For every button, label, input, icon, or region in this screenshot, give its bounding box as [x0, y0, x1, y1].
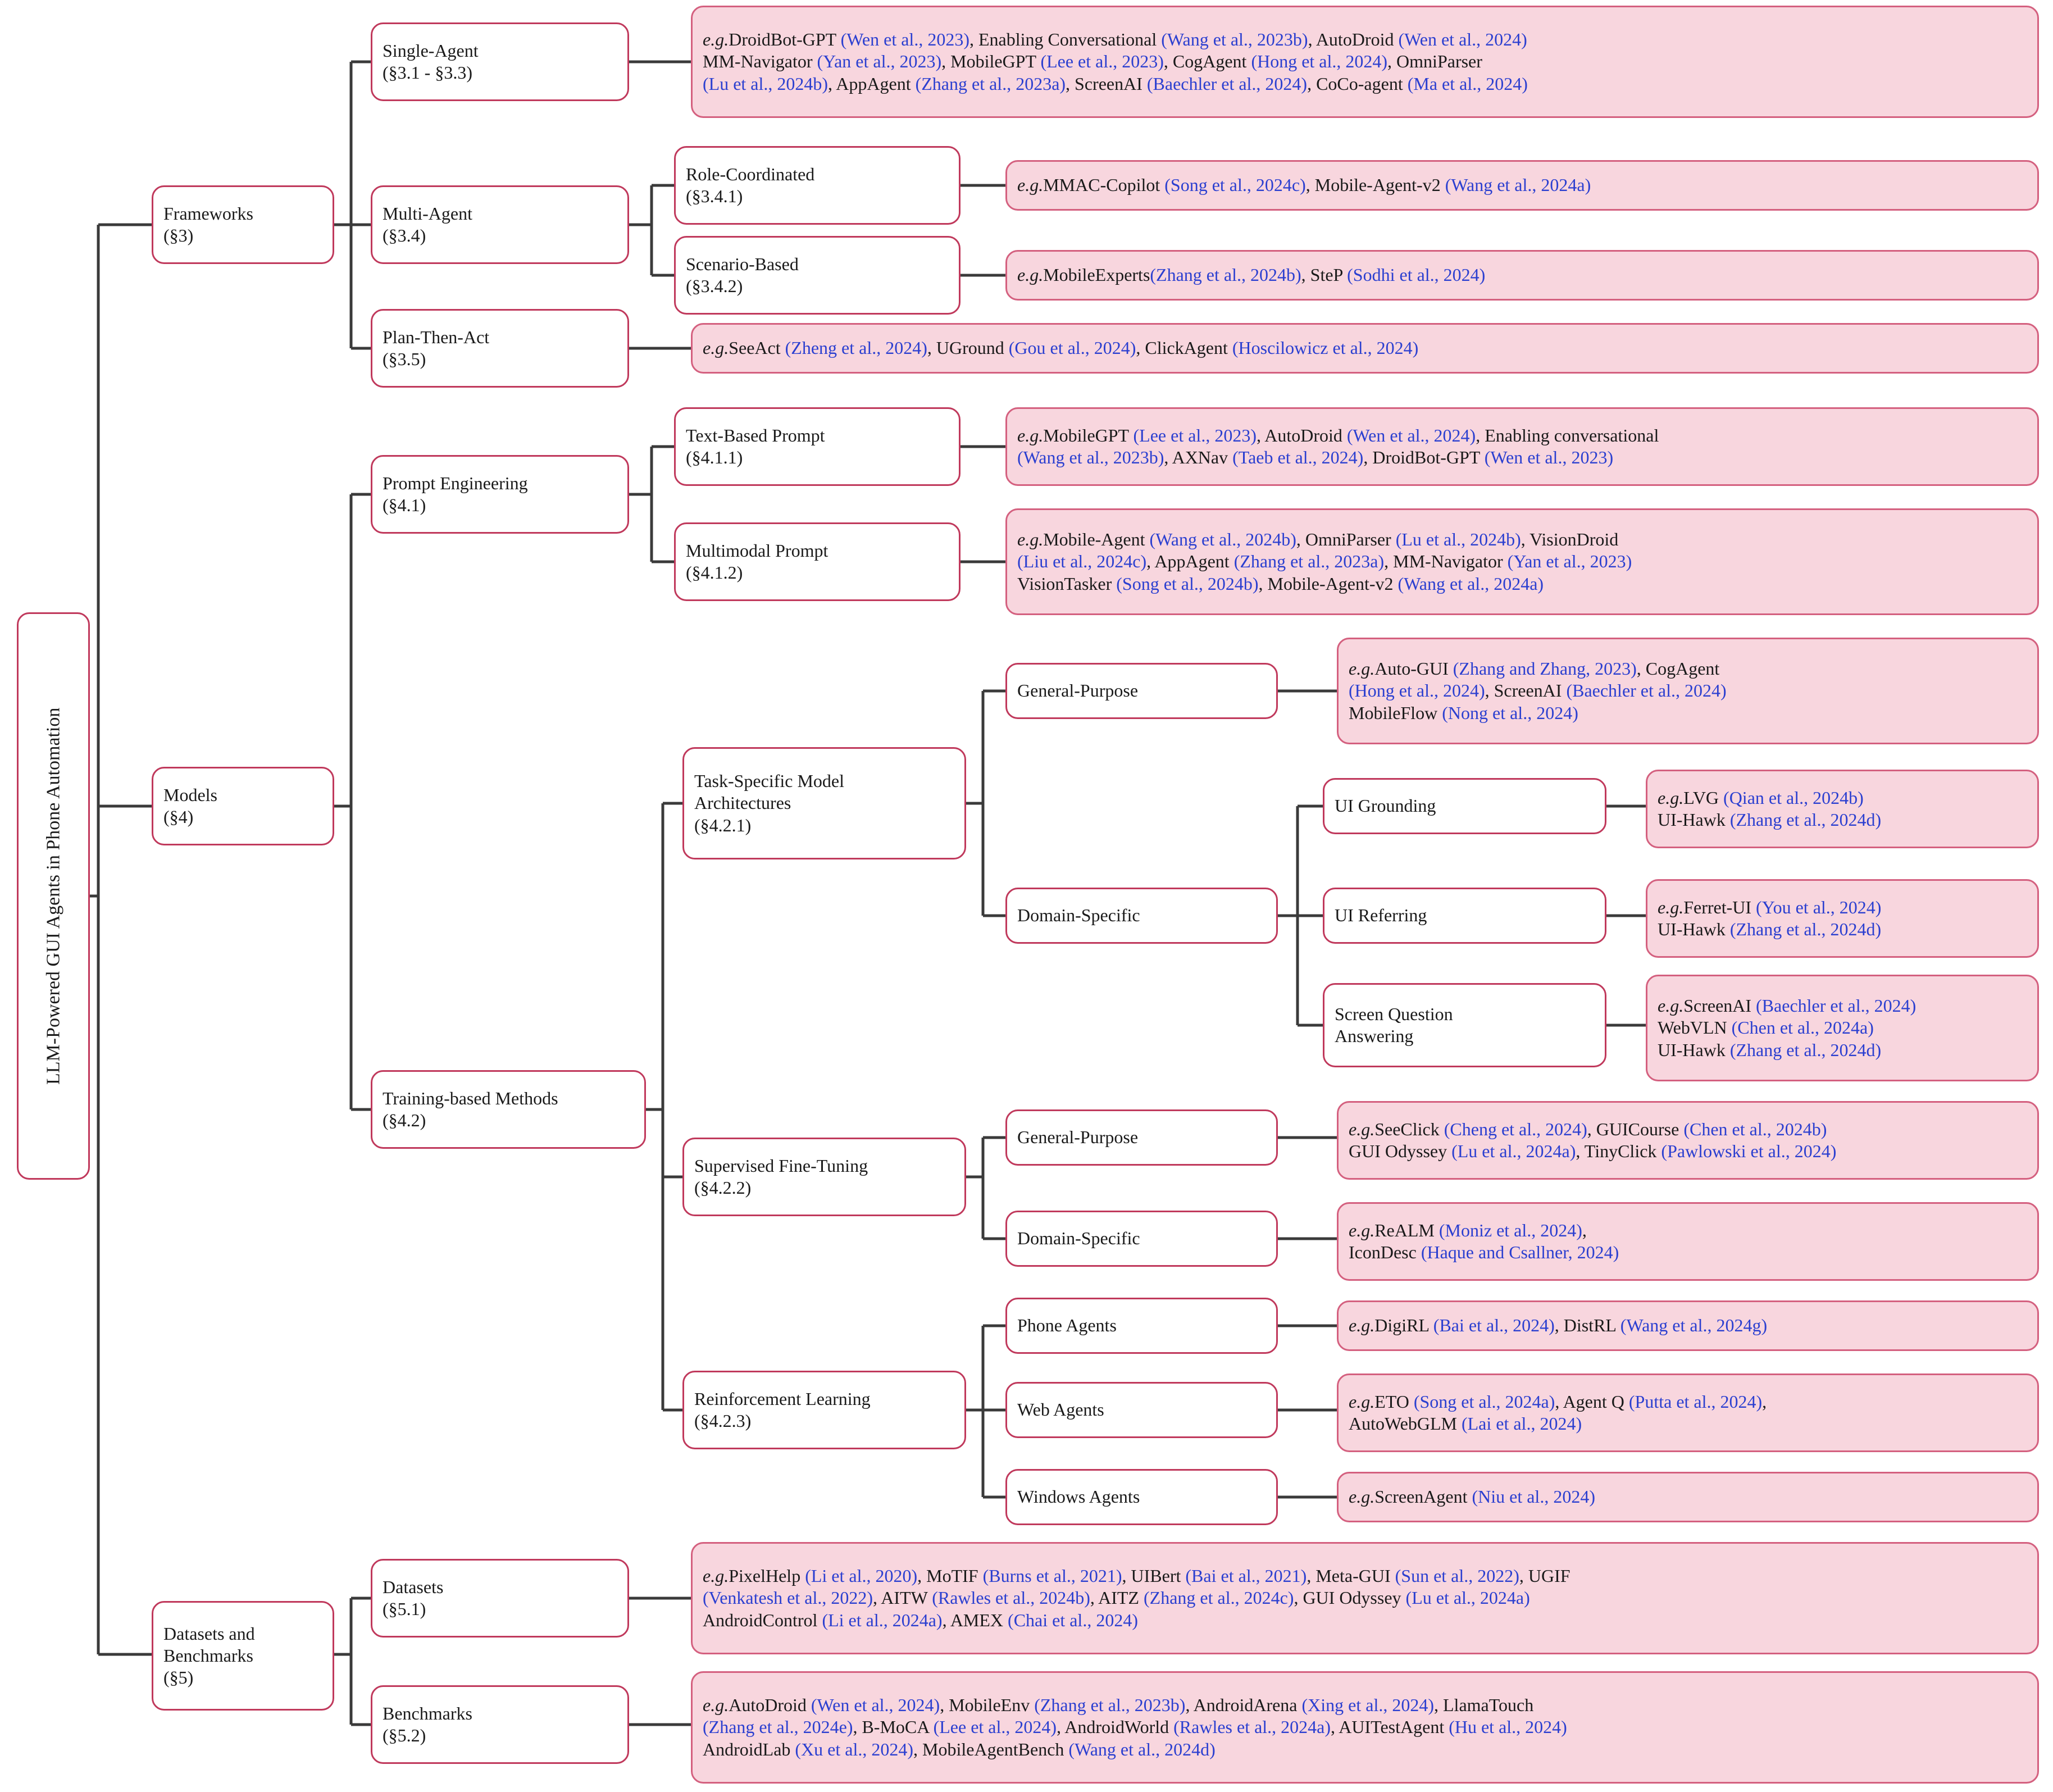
- category-domain-specific-sft[interactable]: [1005, 1211, 1278, 1267]
- category-task-specific-label-1: Task-Specific Model: [694, 771, 845, 792]
- leaf-web-agents-examples-text: e.g.ETO (Song et al., 2024a), Agent Q (Putta et al., 2024), AutoWebGLM (Lai et al., 2024): [1349, 1391, 1767, 1434]
- leaf-role-coordinated-examples: [1005, 160, 2039, 211]
- branch-models-label: Models: [163, 784, 217, 805]
- category-benchmarks-section: (§5.2): [383, 1725, 426, 1745]
- leaf-phone-agents-examples: [1337, 1300, 2039, 1351]
- leaf-multimodal-prompt-examples: [1005, 508, 2039, 615]
- category-general-purpose-sft[interactable]: [1005, 1109, 1278, 1166]
- category-scenario-based[interactable]: [674, 236, 961, 315]
- category-web-agents[interactable]: [1005, 1382, 1278, 1438]
- leaf-single-agent-examples: [691, 6, 2039, 118]
- category-ui-referring-label: UI Referring: [1335, 905, 1427, 926]
- category-domain-specific-architectures[interactable]: [1005, 888, 1278, 944]
- category-plan-then-act-label: Plan-Then-Act: [383, 326, 490, 347]
- leaf-multimodal-prompt-examples-text: e.g.Mobile-Agent (Wang et al., 2024b), OmniParser (Lu et al., 2024b), VisionDroid (Liu et al., 2024c), AppAgent (Zhang et al., 2023a), MM-Navigator (Yan et al., 2023) VisionTasker (Song et al., 2024b), Mobile-Agent-v2 (Wang et al., 2024a): [1017, 529, 1632, 594]
- category-phone-agents[interactable]: [1005, 1298, 1278, 1354]
- branch-frameworks[interactable]: [152, 185, 334, 264]
- category-screen-question-answering[interactable]: [1323, 983, 1606, 1067]
- branch-datasets-benchmarks-label-1: Datasets and: [163, 1623, 255, 1644]
- leaf-general-purpose-sft-examples: [1337, 1101, 2039, 1180]
- category-ui-referring[interactable]: [1323, 888, 1606, 944]
- branch-datasets-benchmarks-section: (§5): [163, 1667, 194, 1688]
- leaf-general-purpose-architectures-examples: [1337, 638, 2039, 744]
- leaf-text-based-prompt-examples-text: e.g.MobileGPT (Lee et al., 2023), AutoDroid (Wen et al., 2024), Enabling conversational (Wang et al., 2023b), AXNav (Taeb et al., 2024), DroidBot-GPT (Wen et al., 2023): [1017, 425, 1659, 467]
- category-training-based-methods-label: Training-based Methods: [383, 1088, 558, 1108]
- leaf-ui-referring-examples: [1646, 879, 2039, 958]
- leaf-general-purpose-2-examples-text: e.g.SeeClick (Cheng et al., 2024), GUICourse (Chen et al., 2024b) GUI Odyssey (Lu et al., 2024a), TinyClick (Pawlowski et al., 2024): [1349, 1118, 1837, 1161]
- category-prompt-engineering-section: (§4.1): [383, 495, 426, 515]
- leaf-windows-agents-examples: [1337, 1472, 2039, 1522]
- category-role-coordinated[interactable]: [674, 146, 961, 225]
- category-windows-agents[interactable]: [1005, 1469, 1278, 1525]
- category-domain-specific-1-label: Domain-Specific: [1017, 905, 1140, 926]
- leaf-datasets-examples: [691, 1542, 2039, 1654]
- leaf-domain-specific-2-examples-text: e.g.ReALM (Moniz et al., 2024), IconDesc (Haque and Csallner, 2024): [1349, 1220, 1619, 1262]
- leaf-screen-qa-examples-text: e.g.ScreenAI (Baechler et al., 2024) WebVLN (Chen et al., 2024a) UI-Hawk (Zhang et al., 2024d): [1658, 995, 1917, 1060]
- branch-models[interactable]: [152, 767, 334, 845]
- category-general-purpose-2-label: General-Purpose: [1017, 1127, 1139, 1148]
- category-general-purpose-1-label: General-Purpose: [1017, 680, 1139, 701]
- category-role-coordinated-label: Role-Coordinated: [686, 163, 815, 184]
- root-node: [17, 612, 90, 1180]
- leaf-ui-referring-examples-text: e.g.Ferret-UI (You et al., 2024) UI-Hawk (Zhang et al., 2024d): [1658, 897, 1882, 939]
- category-multi-agent-section: (§3.4): [383, 225, 426, 245]
- category-supervised-fine-tuning[interactable]: [682, 1138, 966, 1216]
- category-prompt-engineering[interactable]: [371, 455, 629, 534]
- category-plan-then-act[interactable]: [371, 309, 629, 388]
- category-multi-agent[interactable]: [371, 185, 629, 264]
- category-sft-label: Supervised Fine-Tuning: [694, 1155, 868, 1176]
- branch-frameworks-label: Frameworks: [163, 203, 253, 224]
- category-task-specific-section: (§4.2.1): [694, 815, 752, 835]
- category-training-based-methods-section: (§4.2): [383, 1110, 426, 1130]
- root-label: LLM-Powered GUI Agents in Phone Automation: [43, 707, 64, 1085]
- category-reinforcement-learning[interactable]: [682, 1371, 966, 1449]
- category-role-coordinated-section: (§3.4.1): [686, 186, 743, 206]
- leaf-phone-agents-examples-text: e.g.DigiRL (Bai et al., 2024), DistRL (Wang et al., 2024g): [1349, 1315, 1768, 1336]
- category-web-agents-label: Web Agents: [1017, 1399, 1104, 1420]
- leaf-plan-then-act-examples-text: e.g.SeeAct (Zheng et al., 2024), UGround (Gou et al., 2024), ClickAgent (Hoscilowicz et al., 2024): [703, 338, 1419, 358]
- category-multimodal-prompt[interactable]: [674, 522, 961, 601]
- category-sft-section: (§4.2.2): [694, 1177, 752, 1198]
- category-scenario-based-section: (§3.4.2): [686, 276, 743, 296]
- leaf-ui-grounding-examples: [1646, 770, 2039, 848]
- branch-frameworks-section: (§3): [163, 225, 194, 245]
- leaf-role-coordinated-examples-text: e.g.MMAC-Copilot (Song et al., 2024c), Mobile-Agent-v2 (Wang et al., 2024a): [1017, 175, 1591, 195]
- leaf-ui-grounding-examples-text: e.g.LVG (Qian et al., 2024b) UI-Hawk (Zhang et al., 2024d): [1658, 787, 1882, 830]
- category-rl-section: (§4.2.3): [694, 1411, 752, 1431]
- leaf-scenario-based-examples: [1005, 250, 2039, 301]
- leaf-benchmarks-examples: [691, 1671, 2039, 1784]
- leaf-plan-then-act-examples: [691, 323, 2039, 374]
- branch-datasets-benchmarks-label-2: Benchmarks: [163, 1645, 253, 1666]
- category-single-agent-label: Single-Agent: [383, 40, 479, 61]
- category-multi-agent-label: Multi-Agent: [383, 203, 472, 224]
- category-screen-qa-label-2: Answering: [1335, 1026, 1414, 1046]
- category-multimodal-prompt-section: (§4.1.2): [686, 562, 743, 583]
- branch-datasets-benchmarks[interactable]: [152, 1601, 334, 1711]
- category-ui-grounding-label: UI Grounding: [1335, 795, 1436, 816]
- leaf-scenario-based-examples-text: e.g.MobileExperts(Zhang et al., 2024b), SteP (Sodhi et al., 2024): [1017, 265, 1486, 285]
- leaf-general-purpose-1-examples-text: e.g.Auto-GUI (Zhang and Zhang, 2023), CogAgent (Hong et al., 2024), ScreenAI (Baechler et al., 2024) MobileFlow (Nong et al., 2024): [1349, 658, 1727, 723]
- leaf-screen-question-answering-examples: [1646, 975, 2039, 1081]
- category-datasets-section: (§5.1): [383, 1599, 426, 1619]
- category-single-agent[interactable]: [371, 22, 629, 101]
- category-benchmarks-label: Benchmarks: [383, 1703, 472, 1723]
- category-datasets-label: Datasets: [383, 1576, 444, 1597]
- category-phone-agents-label: Phone Agents: [1017, 1315, 1117, 1336]
- category-rl-label: Reinforcement Learning: [694, 1388, 871, 1409]
- category-datasets[interactable]: [371, 1559, 629, 1638]
- category-domain-specific-2-label: Domain-Specific: [1017, 1228, 1140, 1249]
- category-text-based-prompt-label: Text-Based Prompt: [686, 425, 825, 445]
- category-prompt-engineering-label: Prompt Engineering: [383, 472, 528, 493]
- category-windows-agents-label: Windows Agents: [1017, 1486, 1140, 1507]
- leaf-datasets-examples-text: e.g.PixelHelp (Li et al., 2020), MoTIF (Burns et al., 2021), UIBert (Bai et al., 2021), Meta-GUI (Sun et al., 2022), UGIF (Venkatesh et al., 2022), AITW (Rawles et al., 2024b), AITZ (Zhang et al., 2024c), GUI Odyssey (Lu et al., 2024a) AndroidControl (Li et al., 2024a), AMEX (Chai et al., 2024): [703, 1566, 1571, 1630]
- category-task-specific-label-2: Architectures: [694, 793, 791, 813]
- category-text-based-prompt-section: (§4.1.1): [686, 447, 743, 467]
- category-training-based-methods[interactable]: [371, 1070, 646, 1149]
- leaf-windows-agents-examples-text: e.g.ScreenAgent (Niu et al., 2024): [1349, 1486, 1595, 1507]
- leaf-benchmarks-examples-text: e.g.AutoDroid (Wen et al., 2024), MobileEnv (Zhang et al., 2023b), AndroidArena (Xing et al., 2024), LlamaTouch (Zhang et al., 2024e), B-MoCA (Lee et al., 2024), AndroidWorld (Rawles et al., 2024a), AUITestAgent (Hu et al., 2024) AndroidLab (Xu et al., 2024), MobileAgentBench (Wang et al., 2024d): [703, 1695, 1567, 1759]
- category-text-based-prompt[interactable]: [674, 407, 961, 486]
- category-screen-qa-label-1: Screen Question: [1335, 1003, 1453, 1024]
- category-multimodal-prompt-label: Multimodal Prompt: [686, 540, 829, 561]
- leaf-text-based-prompt-examples: [1005, 407, 2039, 486]
- category-single-agent-section: (§3.1 - §3.3): [383, 62, 472, 83]
- leaf-web-agents-examples: [1337, 1373, 2039, 1452]
- category-plan-then-act-section: (§3.5): [383, 349, 426, 369]
- leaf-domain-specific-sft-examples: [1337, 1202, 2039, 1281]
- category-general-purpose-architectures[interactable]: [1005, 663, 1278, 719]
- category-benchmarks[interactable]: [371, 1685, 629, 1764]
- category-task-specific-model-architectures[interactable]: [682, 747, 966, 859]
- leaf-single-agent-examples-text: e.g.DroidBot-GPT (Wen et al., 2023), Enabling Conversational (Wang et al., 2023b), AutoDroid (Wen et al., 2024) MM-Navigator (Yan et al., 2023), MobileGPT (Lee et al., 2023), CogAgent (Hong et al., 2024), OmniParser (Lu et al., 2024b), AppAgent (Zhang et al., 2023a), ScreenAI (Baechler et al., 2024), CoCo-agent (Ma et al., 2024): [703, 29, 1528, 94]
- branch-models-section: (§4): [163, 807, 194, 827]
- category-ui-grounding[interactable]: [1323, 778, 1606, 834]
- category-scenario-based-label: Scenario-Based: [686, 253, 799, 274]
